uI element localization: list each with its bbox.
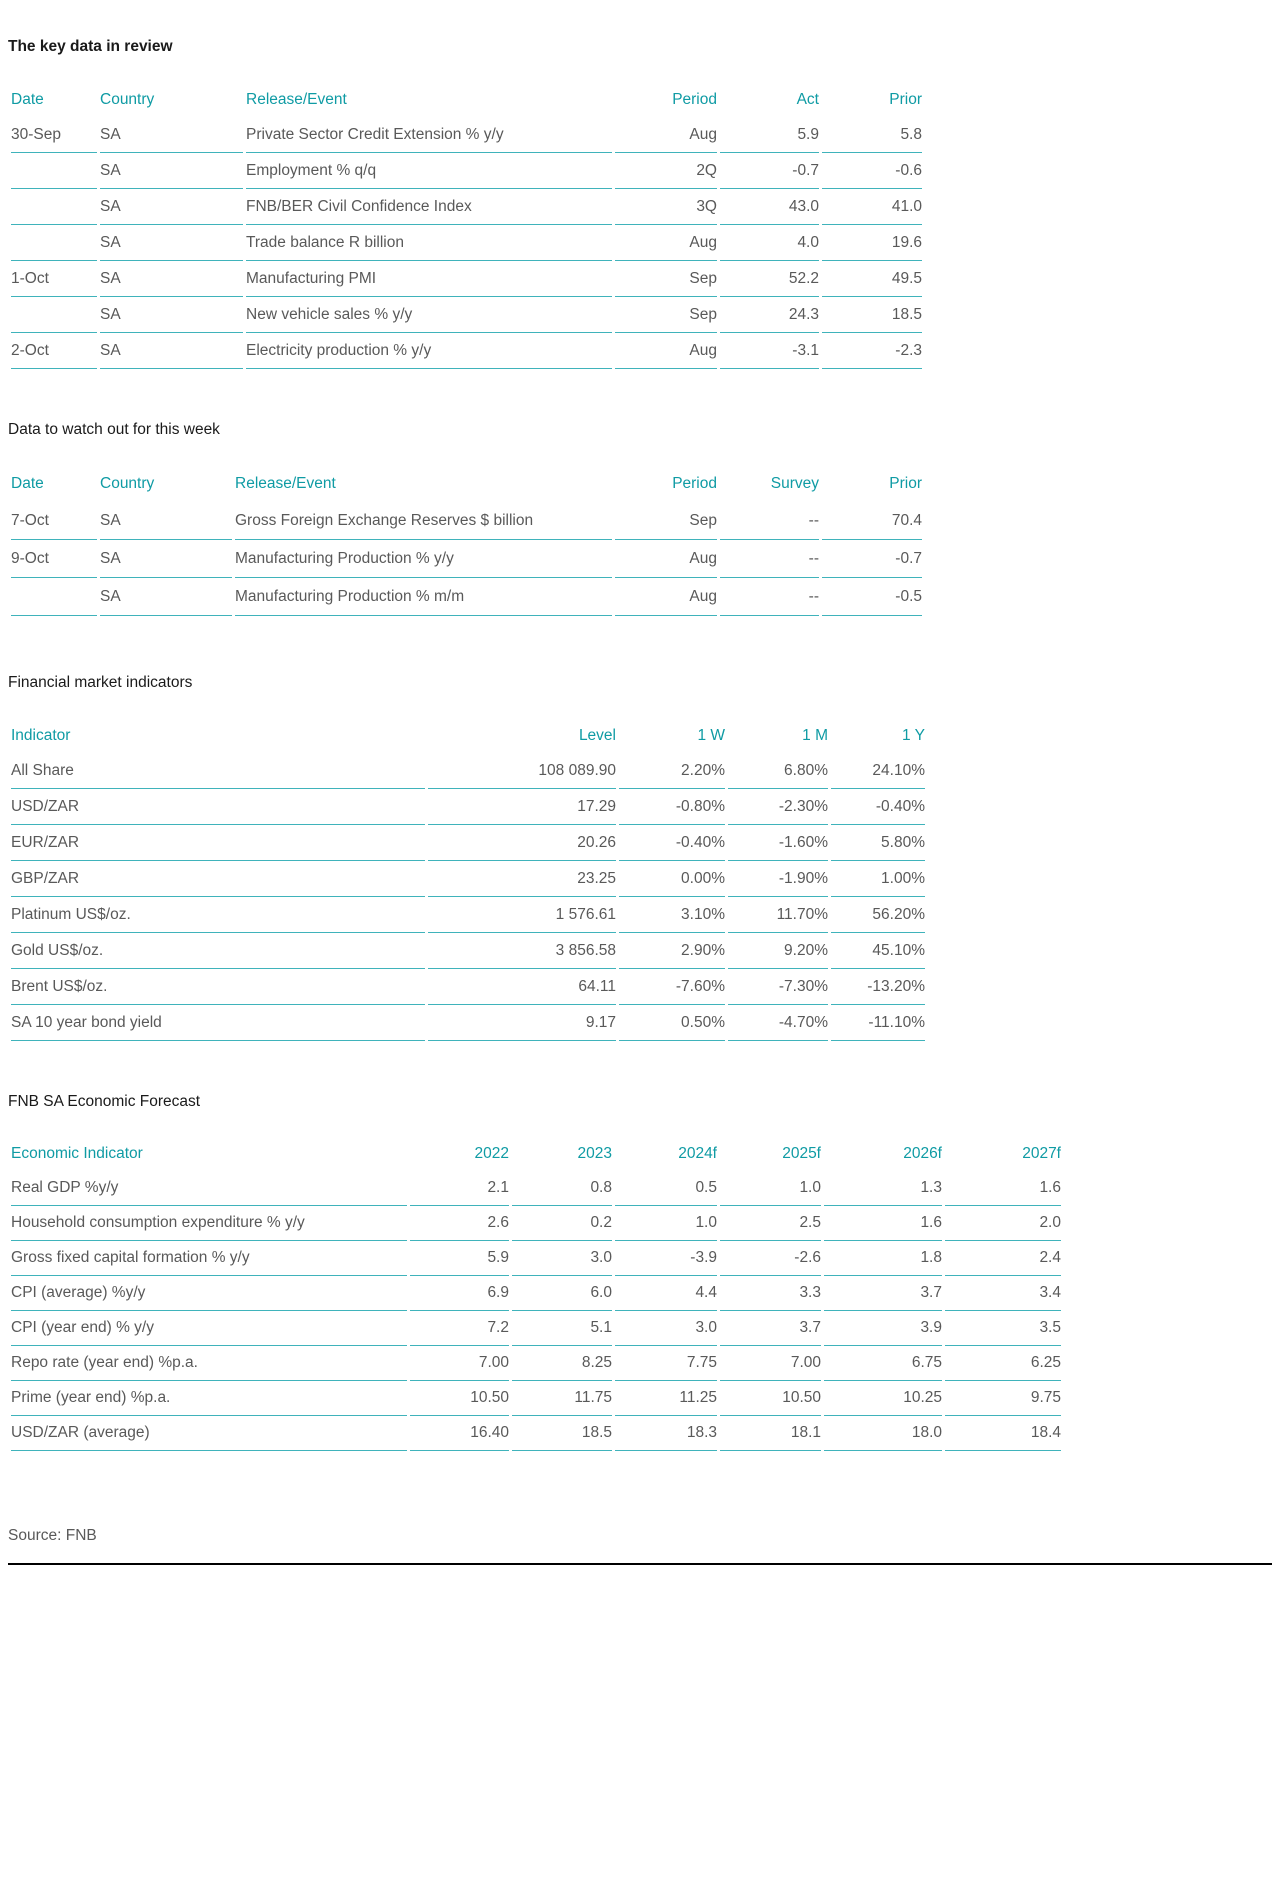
column-header: Survey: [770, 474, 819, 492]
column-header: Period: [672, 90, 717, 108]
column-header: Period: [672, 474, 717, 492]
table-cell: 23.25: [428, 861, 616, 897]
table-cell: 9.17: [428, 1005, 616, 1041]
table-cell: [11, 297, 97, 333]
table-cell: 108 089.90: [428, 753, 616, 789]
column-header: 2025f: [782, 1145, 821, 1162]
table-cell: 9.75: [945, 1381, 1061, 1416]
table-cell: 3Q: [615, 189, 717, 225]
column-header: 2022: [474, 1145, 509, 1162]
table-cell: GBP/ZAR: [11, 861, 425, 897]
table-cell: 1-Oct: [11, 261, 97, 297]
table-cell: SA: [100, 225, 243, 261]
table-row: [11, 189, 922, 225]
table-cell: -7.60%: [619, 969, 725, 1005]
table-cell: Employment % q/q: [246, 153, 612, 189]
table-cell: 7-Oct: [11, 502, 97, 540]
table-cell: 2Q: [615, 153, 717, 189]
table-cell: 16.40: [410, 1416, 509, 1451]
table-cell: 6.0: [512, 1276, 612, 1311]
table-cell: SA: [100, 502, 232, 540]
table-cell: 5.8: [822, 117, 922, 153]
table-cell: [11, 578, 97, 616]
table-cell: 1.6: [945, 1171, 1061, 1206]
table-cell: 3.5: [945, 1311, 1061, 1346]
table-cell: SA: [100, 261, 243, 297]
table-cell: 70.4: [822, 502, 922, 540]
table-cell: -3.9: [615, 1241, 717, 1276]
table-cell: 18.3: [615, 1416, 717, 1451]
table-cell: SA: [100, 189, 243, 225]
table-cell: 6.25: [945, 1346, 1061, 1381]
table-cell: [11, 153, 97, 189]
table-cell: 64.11: [428, 969, 616, 1005]
table-cell: 3.0: [615, 1311, 717, 1346]
table-cell: 11.25: [615, 1381, 717, 1416]
table-cell: 17.29: [428, 789, 616, 825]
header-row: [11, 465, 922, 502]
column-header: Economic Indicator: [11, 1145, 143, 1162]
table-row: [11, 933, 925, 969]
table-cell: USD/ZAR: [11, 789, 425, 825]
table-cell: 56.20%: [831, 897, 925, 933]
table-row: [11, 789, 925, 825]
review-section: [8, 38, 1272, 369]
column-header: Level: [578, 726, 616, 744]
table-cell: Platinum US$/oz.: [11, 897, 425, 933]
table-cell: 1.00%: [831, 861, 925, 897]
table-cell: 18.5: [512, 1416, 612, 1451]
column-header: 2023: [577, 1145, 612, 1162]
table-cell: 11.75: [512, 1381, 612, 1416]
table-row: [11, 117, 922, 153]
table-cell: Manufacturing Production % y/y: [235, 540, 612, 578]
table-row: [11, 1005, 925, 1041]
header-row: [11, 718, 925, 753]
table-cell: 1 576.61: [428, 897, 616, 933]
table-row: [11, 1241, 1061, 1276]
table-cell: -2.6: [720, 1241, 821, 1276]
table-row: [11, 825, 925, 861]
table-cell: 2-Oct: [11, 333, 97, 369]
table-cell: 1.3: [824, 1171, 942, 1206]
table-cell: Aug: [615, 117, 717, 153]
table-cell: 3.9: [824, 1311, 942, 1346]
table-cell: -0.40%: [831, 789, 925, 825]
table-cell: 7.75: [615, 1346, 717, 1381]
table-cell: 7.00: [720, 1346, 821, 1381]
table-row: [11, 1346, 1061, 1381]
table-cell: -13.20%: [831, 969, 925, 1005]
table-cell: 2.6: [410, 1206, 509, 1241]
table-cell: 1.8: [824, 1241, 942, 1276]
table-cell: -0.5: [822, 578, 922, 616]
table-row: [11, 753, 925, 789]
table-cell: Gross fixed capital formation % y/y: [11, 1241, 407, 1276]
column-header: Date: [11, 474, 44, 492]
table-cell: Prime (year end) %p.a.: [11, 1381, 407, 1416]
table-cell: 2.0: [945, 1206, 1061, 1241]
bottom-divider: [8, 1563, 1272, 1565]
table-cell: 6.9: [410, 1276, 509, 1311]
table-cell: SA 10 year bond yield: [11, 1005, 425, 1041]
column-header: Date: [11, 90, 44, 108]
table-cell: 3.7: [824, 1276, 942, 1311]
section-title: The key data in review: [8, 38, 173, 55]
table-cell: 9-Oct: [11, 540, 97, 578]
markets-section: [8, 674, 1272, 1041]
column-header: Prior: [889, 90, 922, 108]
table-cell: Real GDP %y/y: [11, 1171, 407, 1206]
table-row: [11, 1171, 1061, 1206]
table-cell: 45.10%: [831, 933, 925, 969]
table-cell: 3 856.58: [428, 933, 616, 969]
section-title: Financial market indicators: [8, 674, 193, 691]
table-cell: Aug: [615, 540, 717, 578]
table-cell: -11.10%: [831, 1005, 925, 1041]
table-row: [11, 1416, 1061, 1451]
table-cell: 24.10%: [831, 753, 925, 789]
table-cell: 2.1: [410, 1171, 509, 1206]
table-cell: 3.7: [720, 1311, 821, 1346]
source-note: Source: FNB: [8, 1527, 97, 1544]
table-row: [11, 578, 922, 616]
table-cell: 18.0: [824, 1416, 942, 1451]
table-cell: SA: [100, 153, 243, 189]
column-header: Act: [796, 90, 819, 108]
table-cell: Gross Foreign Exchange Reserves $ billion: [235, 502, 612, 540]
table-cell: All Share: [11, 753, 425, 789]
table-cell: -0.80%: [619, 789, 725, 825]
table-row: [11, 969, 925, 1005]
markets-table: [8, 718, 928, 1041]
table-cell: 10.50: [720, 1381, 821, 1416]
table-cell: Sep: [615, 261, 717, 297]
table-cell: 30-Sep: [11, 117, 97, 153]
table-cell: -1.90%: [728, 861, 828, 897]
table-cell: 11.70%: [728, 897, 828, 933]
table-cell: SA: [100, 297, 243, 333]
table-cell: Aug: [615, 225, 717, 261]
table-cell: 3.3: [720, 1276, 821, 1311]
table-cell: FNB/BER Civil Confidence Index: [246, 189, 612, 225]
table-cell: --: [720, 540, 819, 578]
table-cell: 5.9: [410, 1241, 509, 1276]
table-cell: 2.5: [720, 1206, 821, 1241]
table-cell: 3.10%: [619, 897, 725, 933]
table-cell: --: [720, 578, 819, 616]
table-cell: 4.4: [615, 1276, 717, 1311]
table-cell: -0.7: [720, 153, 819, 189]
table-cell: Private Sector Credit Extension % y/y: [246, 117, 612, 153]
table-cell: 2.90%: [619, 933, 725, 969]
table-cell: 5.80%: [831, 825, 925, 861]
table-cell: Repo rate (year end) %p.a.: [11, 1346, 407, 1381]
table-cell: SA: [100, 117, 243, 153]
table-cell: 18.4: [945, 1416, 1061, 1451]
table-cell: 0.2: [512, 1206, 612, 1241]
table-cell: [11, 225, 97, 261]
table-cell: Manufacturing Production % m/m: [235, 578, 612, 616]
table-row: [11, 333, 922, 369]
table-cell: 52.2: [720, 261, 819, 297]
watch-table: [8, 465, 925, 616]
table-row: [11, 1206, 1061, 1241]
table-cell: SA: [100, 540, 232, 578]
column-header: 2026f: [903, 1145, 942, 1162]
table-cell: 9.20%: [728, 933, 828, 969]
table-cell: 2.4: [945, 1241, 1061, 1276]
table-cell: -1.60%: [728, 825, 828, 861]
table-cell: 20.26: [428, 825, 616, 861]
column-header: 1 W: [697, 726, 725, 744]
table-cell: USD/ZAR (average): [11, 1416, 407, 1451]
table-cell: 2.20%: [619, 753, 725, 789]
table-cell: --: [720, 502, 819, 540]
table-cell: 5.1: [512, 1311, 612, 1346]
table-cell: 0.00%: [619, 861, 725, 897]
table-cell: 10.50: [410, 1381, 509, 1416]
table-cell: -0.40%: [619, 825, 725, 861]
table-cell: Aug: [615, 578, 717, 616]
table-cell: CPI (year end) % y/y: [11, 1311, 407, 1346]
column-header: 2024f: [678, 1145, 717, 1162]
table-cell: 43.0: [720, 189, 819, 225]
table-cell: 0.50%: [619, 1005, 725, 1041]
table-row: [11, 1381, 1061, 1416]
table-cell: 5.9: [720, 117, 819, 153]
table-cell: Electricity production % y/y: [246, 333, 612, 369]
table-cell: 10.25: [824, 1381, 942, 1416]
table-cell: New vehicle sales % y/y: [246, 297, 612, 333]
forecast-table: [8, 1137, 1064, 1451]
table-cell: Trade balance R billion: [246, 225, 612, 261]
table-cell: 0.8: [512, 1171, 612, 1206]
table-cell: Brent US$/oz.: [11, 969, 425, 1005]
table-cell: 24.3: [720, 297, 819, 333]
column-header: 2027f: [1022, 1145, 1061, 1162]
column-header: Release/Event: [235, 474, 336, 492]
table-cell: 7.2: [410, 1311, 509, 1346]
table-cell: 1.0: [720, 1171, 821, 1206]
column-header: Country: [100, 474, 155, 492]
table-cell: 18.5: [822, 297, 922, 333]
table-cell: -3.1: [720, 333, 819, 369]
table-cell: Gold US$/oz.: [11, 933, 425, 969]
table-row: [11, 1311, 1061, 1346]
table-cell: 0.5: [615, 1171, 717, 1206]
table-cell: SA: [100, 333, 243, 369]
column-header: Indicator: [11, 726, 71, 744]
column-header: 1 M: [802, 726, 828, 744]
table-cell: Sep: [615, 502, 717, 540]
table-cell: -4.70%: [728, 1005, 828, 1041]
table-row: [11, 897, 925, 933]
table-cell: 49.5: [822, 261, 922, 297]
table-cell: Sep: [615, 297, 717, 333]
table-cell: 3.4: [945, 1276, 1061, 1311]
table-cell: Household consumption expenditure % y/y: [11, 1206, 407, 1241]
table-cell: [11, 189, 97, 225]
table-cell: -2.30%: [728, 789, 828, 825]
table-row: [11, 297, 922, 333]
table-cell: 6.80%: [728, 753, 828, 789]
table-cell: 1.0: [615, 1206, 717, 1241]
table-cell: SA: [100, 578, 232, 616]
table-row: [11, 153, 922, 189]
table-cell: -2.3: [822, 333, 922, 369]
table-cell: 1.6: [824, 1206, 942, 1241]
table-cell: -7.30%: [728, 969, 828, 1005]
table-cell: 19.6: [822, 225, 922, 261]
column-header: Release/Event: [246, 90, 347, 108]
forecast-section: [8, 1093, 1272, 1451]
table-row: [11, 225, 922, 261]
table-cell: 6.75: [824, 1346, 942, 1381]
review-table: [8, 82, 925, 369]
table-cell: CPI (average) %y/y: [11, 1276, 407, 1311]
table-row: [11, 261, 922, 297]
header-row: [11, 1137, 1061, 1171]
table-row: [11, 861, 925, 897]
column-header: 1 Y: [902, 726, 925, 744]
table-cell: Manufacturing PMI: [246, 261, 612, 297]
table-cell: EUR/ZAR: [11, 825, 425, 861]
table-cell: -0.7: [822, 540, 922, 578]
table-cell: 3.0: [512, 1241, 612, 1276]
table-row: [11, 502, 922, 540]
table-cell: 18.1: [720, 1416, 821, 1451]
table-cell: 41.0: [822, 189, 922, 225]
table-cell: Aug: [615, 333, 717, 369]
header-row: [11, 82, 922, 117]
table-cell: 4.0: [720, 225, 819, 261]
table-cell: 8.25: [512, 1346, 612, 1381]
section-title: Data to watch out for this week: [8, 421, 220, 438]
table-row: [11, 540, 922, 578]
section-title: FNB SA Economic Forecast: [8, 1093, 201, 1110]
table-cell: -0.6: [822, 153, 922, 189]
table-row: [11, 1276, 1061, 1311]
column-header: Country: [100, 90, 155, 108]
watch-section: [8, 421, 1272, 616]
table-cell: 7.00: [410, 1346, 509, 1381]
column-header: Prior: [889, 474, 922, 492]
